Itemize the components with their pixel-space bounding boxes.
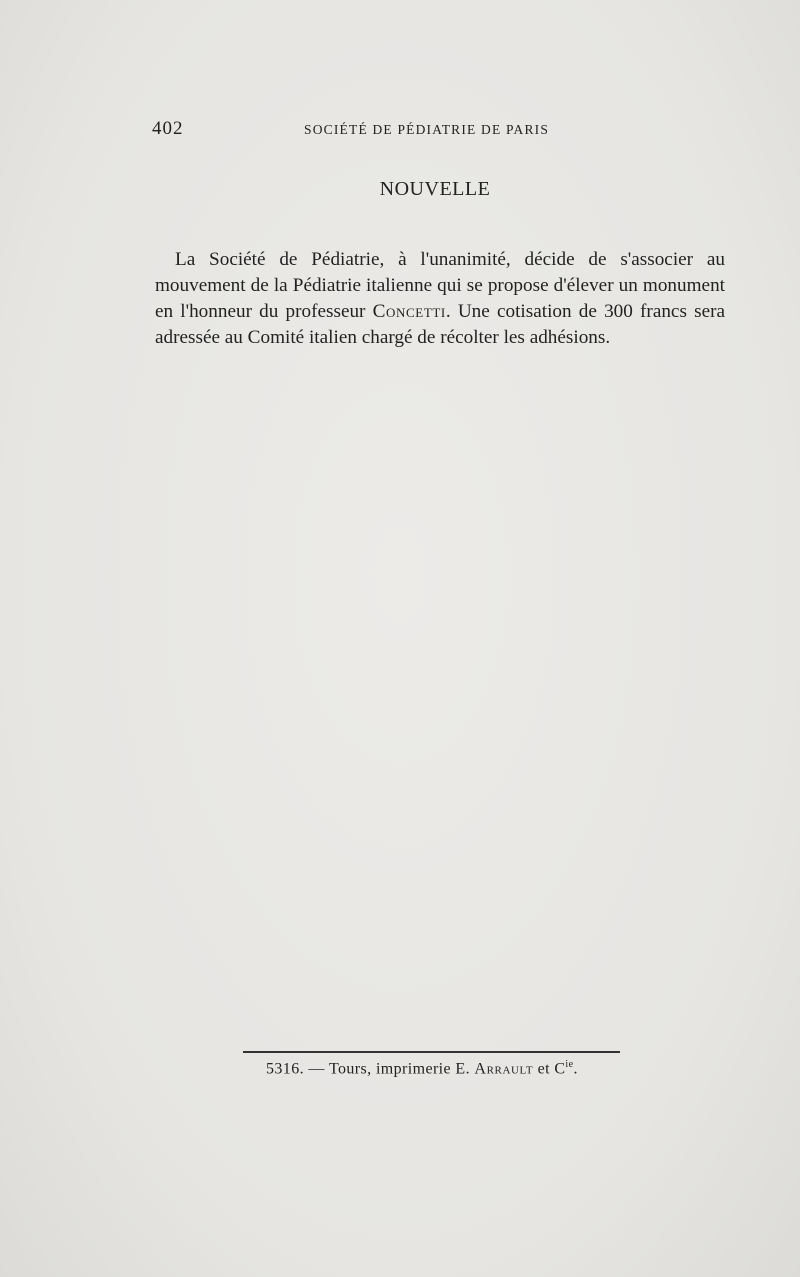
- person-name: Concetti: [372, 301, 446, 323]
- footer-rule: [243, 1051, 620, 1053]
- running-title: SOCIÉTÉ DE PÉDIATRIE DE PARIS: [304, 122, 550, 137]
- imprint-printer: Arrault: [474, 1060, 534, 1078]
- page-number: 402: [152, 118, 184, 139]
- paragraph-text-after: . Une cotisation de 300 francs sera adressée au Comité italien chargé de récolter les adhésions.: [155, 301, 725, 349]
- imprint-number: 5316.: [266, 1060, 304, 1078]
- printer-imprint: [266, 1059, 578, 1078]
- imprint-end: .: [573, 1060, 578, 1078]
- imprint-dash: —: [308, 1060, 325, 1078]
- imprint-conj: et: [537, 1060, 550, 1078]
- imprint-company: C: [554, 1060, 566, 1078]
- body-paragraph: [155, 247, 725, 351]
- imprint-place: Tours, imprimerie E.: [328, 1060, 471, 1078]
- imprint-company-sup: ie: [565, 1059, 574, 1070]
- paragraph-text-before: La Société de Pédiatrie, à l'unanimité, décide de s'associer au mouvement de la Pédiatrie italienne qui se propose d'élever un monument en l'honneur du professeur: [155, 249, 725, 323]
- section-title: NOUVELLE: [379, 178, 491, 200]
